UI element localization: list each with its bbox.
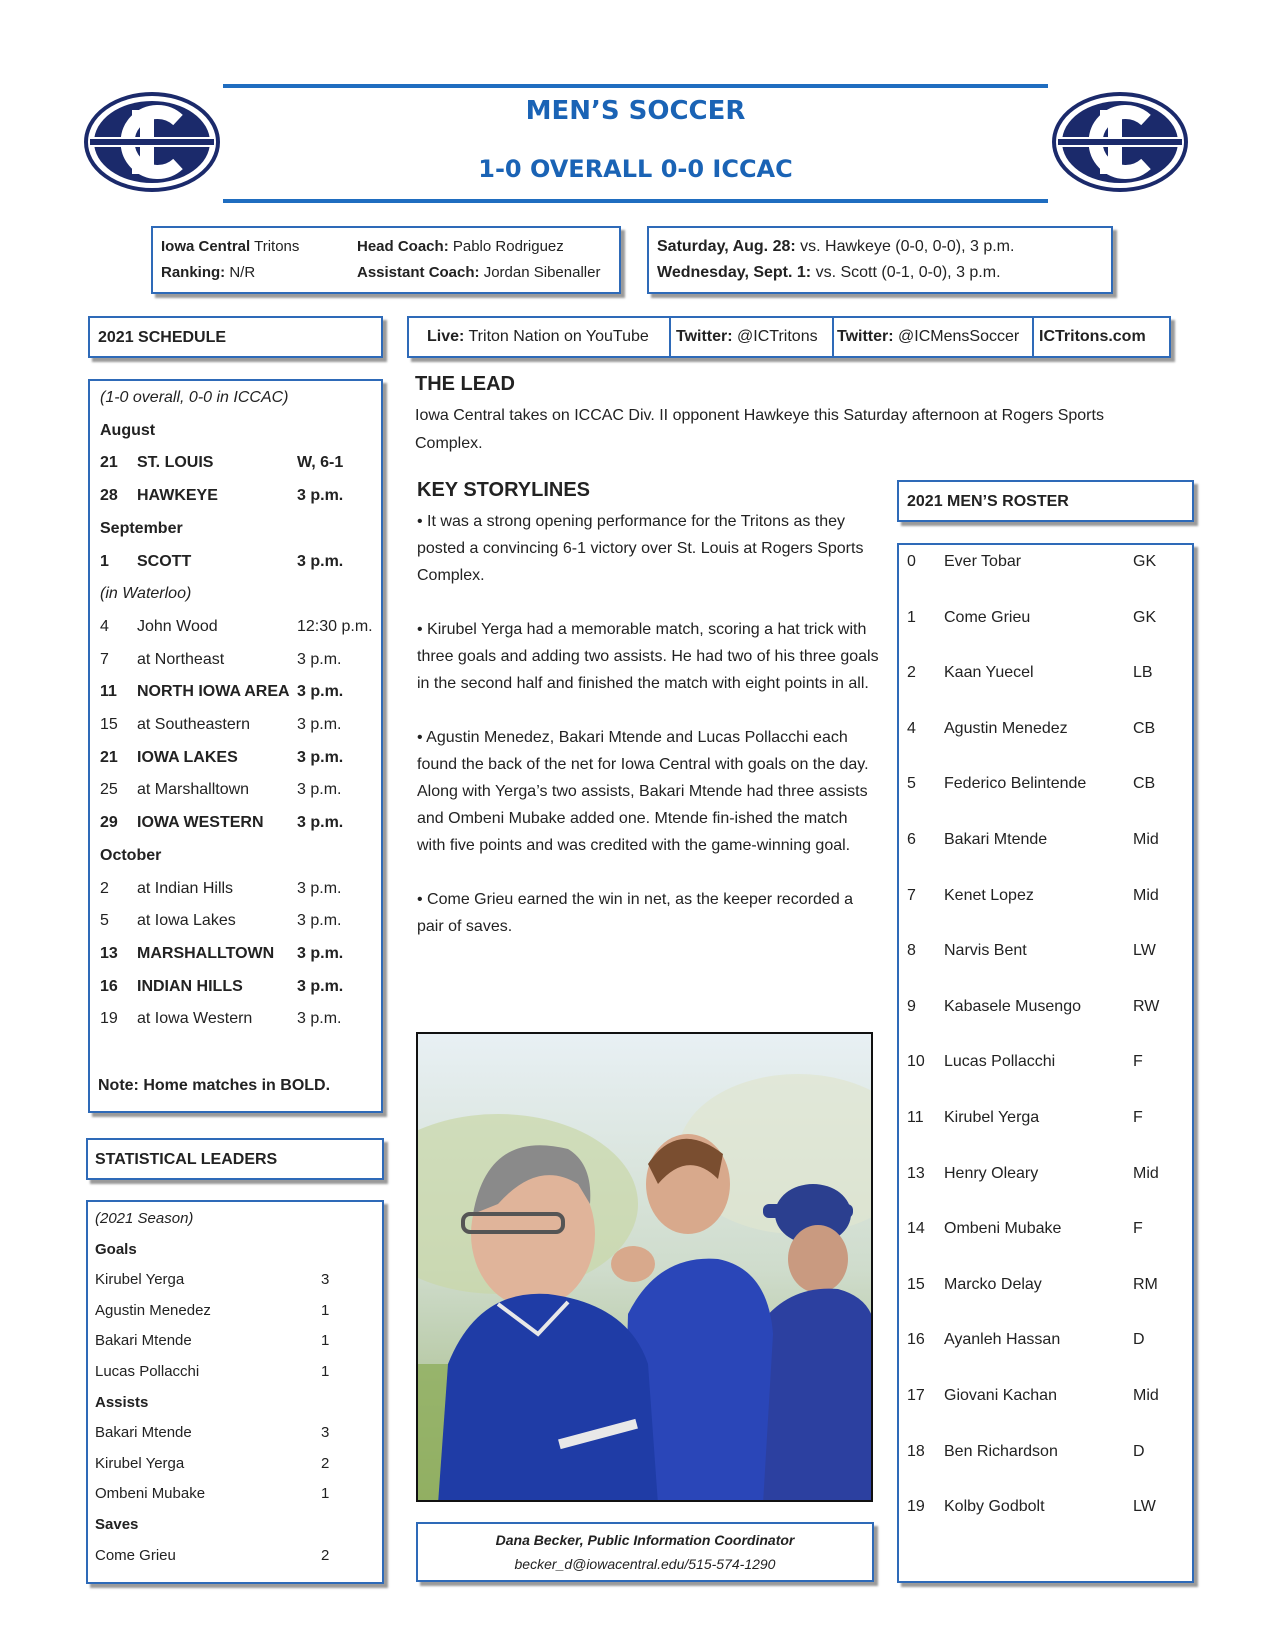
media-divider: [669, 318, 671, 356]
roster-position: Mid: [1133, 831, 1159, 848]
schedule-opponent: IOWA WESTERN: [137, 814, 264, 831]
schedule-day: 19: [100, 1010, 118, 1027]
live-stream-link[interactable]: Live: Triton Nation on YouTube: [427, 328, 649, 345]
roster-name: Ever Tobar: [944, 553, 1022, 570]
schedule-opponent: at Indian Hills: [137, 880, 234, 897]
roster-name: Narvis Bent: [944, 942, 1027, 959]
upcoming-game: Wednesday, Sept. 1: vs. Scott (0-1, 0-0), 3 p.m.: [657, 264, 1001, 281]
team-info-box: [151, 226, 621, 294]
schedule-result: 3 p.m.: [297, 1010, 342, 1027]
roster-number: 17: [907, 1387, 925, 1404]
schedule-game: [100, 1010, 375, 1034]
roster-position: GK: [1133, 553, 1157, 570]
schedule-result: 3 p.m.: [297, 716, 342, 733]
schedule-game: [100, 487, 375, 511]
stats-player: Kirubel Yerga: [95, 1271, 185, 1288]
roster-position: F: [1133, 1109, 1143, 1126]
roster-heading-box: [897, 480, 1194, 522]
schedule-day: 21: [100, 749, 118, 766]
schedule-result: W, 6-1: [297, 454, 344, 471]
stats-value: 2: [321, 1547, 330, 1564]
schedule-opponent: John Wood: [137, 618, 218, 635]
schedule-month: September: [100, 520, 183, 537]
roster-player: [907, 1276, 1184, 1298]
lead-heading: THE LEAD: [415, 373, 515, 395]
schedule-result: 3 p.m.: [297, 487, 344, 504]
stats-leader: [95, 1424, 376, 1444]
roster-name: Henry Oleary: [944, 1165, 1039, 1182]
roster-player: [907, 998, 1184, 1020]
roster-heading: 2021 MEN’S ROSTER: [907, 493, 1069, 510]
schedule-opponent: INDIAN HILLS: [137, 978, 243, 995]
storyline-item: • It was a strong opening performance for the Tritons as they posted a convincing 6-1 victory over St. Louis at Rogers Sports Complex.: [417, 513, 864, 584]
schedule-result: 3 p.m.: [297, 945, 344, 962]
stats-player: Kirubel Yerga: [95, 1455, 185, 1472]
twitter-tritons-link[interactable]: Twitter: @ICTritons: [676, 328, 818, 345]
stats-value: 3: [321, 1271, 330, 1288]
record-title: 1-0 OVERALL 0-0 ICCAC: [478, 155, 793, 183]
stats-value: 2: [321, 1455, 330, 1472]
schedule-day: 21: [100, 454, 118, 471]
stats-player: Come Grieu: [95, 1547, 176, 1564]
stats-box: [86, 1200, 384, 1584]
schedule-result: 3 p.m.: [297, 978, 344, 995]
storyline-item: • Kirubel Yerga had a memorable match, scoring a hat trick with three goals and adding two assists. He had two of his three goals in the second half and finished the match with eight points in all.: [417, 621, 879, 692]
schedule-location-note: (in Waterloo): [100, 585, 192, 602]
roster-number: 4: [907, 720, 916, 737]
contact-name: Dana Becker, Public Information Coordinator: [495, 1532, 795, 1548]
stats-leader: [95, 1271, 376, 1291]
schedule-day: 1: [100, 553, 109, 570]
stats-leader: [95, 1485, 376, 1505]
lead-text: Iowa Central takes on ICCAC Div. II opponent Hawkeye this Saturday afternoon at Rogers Sports Complex.: [415, 407, 1104, 452]
ic-logo-right: [1050, 90, 1190, 194]
contact-box: [416, 1522, 874, 1582]
roster-position: D: [1133, 1331, 1145, 1348]
coaches-photo: [416, 1032, 873, 1502]
schedule-day: 2: [100, 880, 109, 897]
roster-name: Kabasele Musengo: [944, 998, 1081, 1015]
schedule-result: 3 p.m.: [297, 683, 344, 700]
schedule-result: 12:30 p.m.: [297, 618, 373, 635]
roster-number: 6: [907, 831, 916, 848]
stats-player: Bakari Mtende: [95, 1424, 192, 1441]
roster-number: 11: [907, 1109, 924, 1126]
roster-name: Ombeni Mubake: [944, 1220, 1062, 1237]
roster-position: GK: [1133, 609, 1157, 626]
schedule-game: [100, 912, 375, 936]
schedule-result: 3 p.m.: [297, 781, 342, 798]
roster-name: Ben Richardson: [944, 1443, 1058, 1460]
schedule-game: [100, 454, 375, 478]
roster-position: LW: [1133, 1498, 1156, 1515]
roster-number: 14: [907, 1220, 925, 1237]
schedule-opponent: IOWA LAKES: [137, 749, 238, 766]
schedule-note: Note: Home matches in BOLD.: [98, 1077, 331, 1094]
stats-leader: [95, 1302, 376, 1322]
roster-player: [907, 1165, 1184, 1187]
roster-name: Agustin Menedez: [944, 720, 1068, 737]
website-link[interactable]: ICTritons.com: [1039, 328, 1146, 345]
upcoming-game: Saturday, Aug. 28: vs. Hawkeye (0-0, 0-0), 3 p.m.: [657, 238, 1015, 255]
roster-position: F: [1133, 1220, 1143, 1237]
schedule-opponent: HAWKEYE: [137, 487, 218, 504]
page-title: MEN’S SOCCER: [525, 96, 746, 126]
roster-name: Kirubel Yerga: [944, 1109, 1040, 1126]
roster-number: 13: [907, 1165, 925, 1182]
schedule-day: 13: [100, 945, 118, 962]
schedule-month: October: [100, 847, 162, 864]
schedule-day: 29: [100, 814, 118, 831]
roster-name: Kaan Yuecel: [944, 664, 1034, 681]
schedule-heading: 2021 SCHEDULE: [98, 329, 227, 346]
media-divider: [1032, 318, 1034, 356]
schedule-heading-box: [88, 316, 383, 358]
roster-name: Lucas Pollacchi: [944, 1053, 1056, 1070]
roster-position: LW: [1133, 942, 1156, 959]
roster-player: [907, 553, 1184, 575]
stats-leader: [95, 1332, 376, 1352]
roster-position: Mid: [1133, 1387, 1159, 1404]
stats-player: Bakari Mtende: [95, 1332, 192, 1349]
schedule-day: 4: [100, 618, 109, 635]
schedule-result: 3 p.m.: [297, 880, 342, 897]
stats-value: 1: [321, 1485, 330, 1502]
stats-value: 3: [321, 1424, 330, 1441]
stats-value: 1: [321, 1332, 330, 1349]
roster-player: [907, 1498, 1184, 1520]
header-rule-top: [223, 84, 1048, 88]
stats-category: Assists: [95, 1394, 149, 1411]
roster-position: Mid: [1133, 1165, 1159, 1182]
stats-leader: [95, 1455, 376, 1475]
roster-number: 15: [907, 1276, 925, 1293]
roster-player: [907, 942, 1184, 964]
schedule-box: [88, 379, 383, 1113]
roster-name: Ayanleh Hassan: [944, 1331, 1061, 1348]
contact-details[interactable]: becker_d@iowacentral.edu/515-574-1290: [514, 1556, 776, 1572]
roster-position: CB: [1133, 720, 1156, 737]
schedule-result: 3 p.m.: [297, 814, 344, 831]
assistant-coach-line: Assistant Coach: Jordan Sibenaller: [357, 264, 601, 281]
stats-category: Saves: [95, 1516, 139, 1533]
storyline-item: • Agustin Menedez, Bakari Mtende and Lucas Pollacchi each found the back of the net for Iowa Central with goals on the day. Along with Yerga’s two assists, Bakari Mtende had three assists and Ombeni Mubake added one. Mtende fin-ished the match with five points and was credited with the game-winning goal.: [417, 729, 869, 854]
stats-player: Agustin Menedez: [95, 1302, 211, 1319]
roster-player: [907, 609, 1184, 631]
schedule-result: 3 p.m.: [297, 912, 342, 929]
schedule-opponent: NORTH IOWA AREA: [137, 683, 290, 700]
ranking-line: Ranking: N/R: [161, 264, 256, 281]
roster-position: F: [1133, 1053, 1143, 1070]
roster-player: [907, 1053, 1184, 1075]
roster-number: 1: [907, 609, 916, 626]
schedule-game: [100, 781, 375, 805]
schedule-game: [100, 553, 375, 577]
roster-name: Kenet Lopez: [944, 887, 1034, 904]
roster-number: 16: [907, 1331, 925, 1348]
schedule-opponent: ST. LOUIS: [137, 454, 214, 471]
ic-logo-left: [82, 90, 222, 194]
roster-number: 10: [907, 1053, 925, 1070]
schedule-game: [100, 978, 375, 1002]
schedule-opponent: MARSHALLTOWN: [137, 945, 275, 962]
schedule-game: [100, 749, 375, 773]
schedule-game: [100, 651, 375, 675]
roster-name: Come Grieu: [944, 609, 1031, 626]
schedule-day: 7: [100, 651, 109, 668]
roster-player: [907, 1220, 1184, 1242]
storyline-item: • Come Grieu earned the win in net, as the keeper recorded a pair of saves.: [417, 891, 854, 935]
roster-position: Mid: [1133, 887, 1159, 904]
roster-position: CB: [1133, 775, 1156, 792]
roster-player: [907, 1109, 1184, 1131]
schedule-game: [100, 716, 375, 740]
roster-name: Giovani Kachan: [944, 1387, 1057, 1404]
media-bar: [407, 316, 1171, 358]
roster-name: Federico Belintende: [944, 775, 1087, 792]
schedule-day: 28: [100, 487, 118, 504]
schedule-result: 3 p.m.: [297, 553, 344, 570]
schedule-game: [100, 945, 375, 969]
schedule-game: [100, 618, 375, 642]
schedule-game: [100, 814, 375, 838]
roster-player: [907, 775, 1184, 797]
head-coach-line: Head Coach: Pablo Rodriguez: [357, 238, 564, 255]
schedule-result: 3 p.m.: [297, 749, 344, 766]
roster-player: [907, 1331, 1184, 1353]
upcoming-games-box: [647, 226, 1113, 294]
roster-position: RM: [1133, 1276, 1158, 1293]
roster-player: [907, 720, 1184, 742]
roster-number: 0: [907, 553, 916, 570]
schedule-game: [100, 880, 375, 904]
roster-player: [907, 831, 1184, 853]
roster-number: 8: [907, 942, 916, 959]
schedule-game: [100, 683, 375, 707]
roster-name: Marcko Delay: [944, 1276, 1042, 1293]
schedule-opponent: at Iowa Lakes: [137, 912, 236, 929]
stats-leader: [95, 1547, 376, 1567]
schedule-day: 16: [100, 978, 118, 995]
schedule-opponent: at Marshalltown: [137, 781, 250, 798]
media-divider: [832, 318, 834, 356]
roster-player: [907, 1387, 1184, 1409]
schedule-opponent: SCOTT: [137, 553, 192, 570]
coaches-photo-image: [418, 1034, 873, 1502]
roster-player: [907, 664, 1184, 686]
twitter-mens-soccer-link[interactable]: Twitter: @ICMensSoccer: [837, 328, 1020, 345]
storylines-list: [417, 508, 879, 940]
schedule-day: 25: [100, 781, 118, 798]
schedule-day: 5: [100, 912, 109, 929]
roster-number: 19: [907, 1498, 925, 1515]
roster-player: [907, 887, 1184, 909]
roster-position: LB: [1133, 664, 1153, 681]
stats-player: Ombeni Mubake: [95, 1485, 206, 1502]
roster-position: D: [1133, 1443, 1145, 1460]
roster-name: Bakari Mtende: [944, 831, 1048, 848]
stats-heading-box: [86, 1138, 384, 1180]
roster-number: 9: [907, 998, 916, 1015]
stats-category: Goals: [95, 1241, 137, 1258]
stats-heading: STATISTICAL LEADERS: [95, 1151, 278, 1168]
header-rule-bottom: [223, 199, 1048, 203]
schedule-opponent: at Southeastern: [137, 716, 250, 733]
roster-player: [907, 1443, 1184, 1465]
roster-box: [897, 543, 1194, 1583]
stats-season-note: (2021 Season): [95, 1210, 194, 1227]
roster-number: 18: [907, 1443, 925, 1460]
schedule-result: 3 p.m.: [297, 651, 342, 668]
stats-player: Lucas Pollacchi: [95, 1363, 200, 1380]
roster-number: 7: [907, 887, 916, 904]
stats-value: 1: [321, 1363, 330, 1380]
schedule-day: 11: [100, 683, 117, 700]
stats-leader: [95, 1363, 376, 1383]
storylines-heading: KEY STORYLINES: [417, 479, 591, 501]
schedule-record-note: (1-0 overall, 0-0 in ICCAC): [100, 389, 289, 406]
schedule-month: August: [100, 422, 156, 439]
team-line: Iowa Central Tritons: [161, 238, 300, 255]
stats-value: 1: [321, 1302, 330, 1319]
schedule-day: 15: [100, 716, 118, 733]
schedule-opponent: at Northeast: [137, 651, 225, 668]
roster-name: Kolby Godbolt: [944, 1498, 1045, 1515]
roster-number: 5: [907, 775, 916, 792]
schedule-opponent: at Iowa Western: [137, 1010, 253, 1027]
roster-number: 2: [907, 664, 916, 681]
roster-position: RW: [1133, 998, 1160, 1015]
